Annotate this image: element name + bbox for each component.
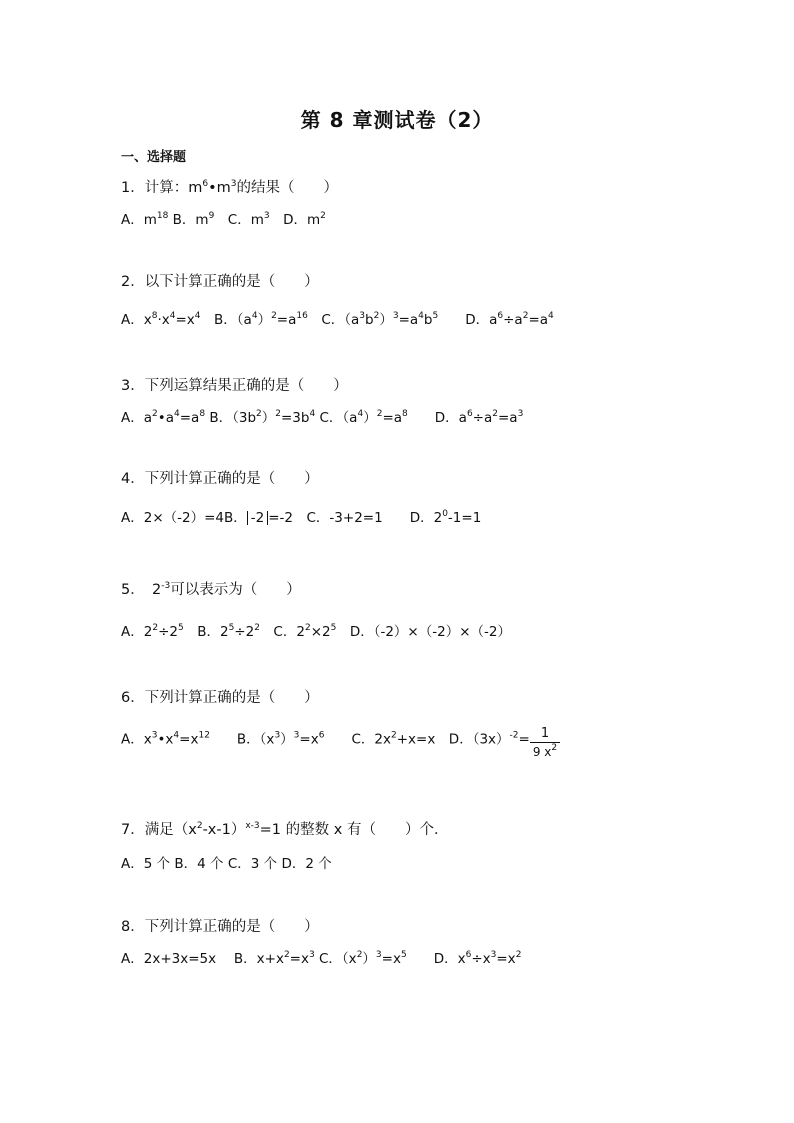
question-number: 3． bbox=[121, 378, 145, 394]
exponent: 5 bbox=[432, 311, 439, 321]
exponent: 3 bbox=[151, 730, 158, 741]
text-run: ） bbox=[280, 731, 294, 748]
exponent: 6 bbox=[497, 311, 504, 321]
question-number: 8． bbox=[121, 919, 145, 935]
text-run: =x bbox=[179, 731, 199, 748]
exponent: 2 bbox=[551, 743, 558, 753]
question-3-stem bbox=[121, 374, 348, 395]
text-run: D．m bbox=[269, 212, 321, 228]
exponent: 8 bbox=[199, 409, 206, 419]
text-run: =a bbox=[398, 312, 419, 328]
text-run: ÷2 bbox=[234, 624, 255, 640]
text-run: A．x bbox=[121, 731, 152, 748]
text-run: B．2 bbox=[183, 624, 229, 640]
question-3-options bbox=[121, 406, 523, 426]
text-run: -1=1 bbox=[447, 510, 482, 526]
text-run: =x bbox=[496, 951, 516, 967]
text-run: =-2 C．-3+2=1 D．2 bbox=[268, 510, 443, 526]
text-run: ） bbox=[362, 951, 376, 967]
question-number: 5． bbox=[121, 582, 138, 598]
text-run: ×2 bbox=[310, 624, 331, 640]
text-run: D．a bbox=[407, 410, 467, 426]
text-run: •m bbox=[208, 180, 231, 196]
text-run: B．（a bbox=[200, 312, 252, 328]
question-1-stem bbox=[121, 176, 338, 197]
exponent: 5 bbox=[177, 623, 184, 633]
exponent: 3 bbox=[263, 211, 270, 221]
exponent: 4 bbox=[174, 409, 180, 419]
exponent: 2 bbox=[492, 409, 498, 419]
text-run: A．x bbox=[121, 312, 152, 328]
question-5-options bbox=[121, 620, 511, 640]
exponent: -3 bbox=[161, 581, 171, 591]
exponent: 2 bbox=[515, 950, 522, 960]
question-number: 1． bbox=[121, 180, 145, 196]
exponent: 18 bbox=[156, 211, 169, 221]
exponent: 2 bbox=[254, 623, 260, 633]
text-run: =x bbox=[299, 731, 319, 748]
text-run: 计算：m bbox=[144, 180, 203, 196]
exponent: 6 bbox=[466, 409, 473, 419]
text-run: =a bbox=[179, 410, 200, 426]
exponent: 8 bbox=[151, 311, 158, 321]
text-run: 可以表示为（ ） bbox=[170, 582, 301, 598]
exponent: 8 bbox=[402, 409, 408, 419]
exponent: -2 bbox=[509, 730, 519, 741]
exponent: 12 bbox=[198, 730, 210, 741]
exponent: 4 bbox=[548, 311, 554, 321]
exponent: 5 bbox=[330, 623, 337, 633]
exponent: 6 bbox=[202, 179, 209, 189]
exponent: 2 bbox=[196, 821, 203, 831]
text-run: A．2 bbox=[121, 624, 153, 640]
text-run: ÷x bbox=[471, 951, 491, 967]
exponent: 4 bbox=[357, 409, 364, 419]
exponent: 3 bbox=[293, 730, 300, 741]
exponent: 2 bbox=[152, 409, 158, 419]
text-run: +x=x D．（3x） bbox=[396, 731, 510, 748]
question-2-stem bbox=[121, 270, 319, 291]
question-8-stem bbox=[121, 915, 319, 936]
text-run: 9 x bbox=[532, 745, 552, 759]
exponent: 16 bbox=[296, 311, 308, 321]
exponent: 2 bbox=[283, 950, 290, 960]
text-run: A．2×（-2）=4B． bbox=[121, 510, 247, 526]
text-run: b bbox=[365, 312, 374, 328]
exponent: 2 bbox=[275, 409, 281, 419]
text-run: =x bbox=[175, 312, 195, 328]
text-run: 的结果（ ） bbox=[236, 180, 339, 196]
exponent: 0 bbox=[442, 509, 448, 519]
exponent: 3 bbox=[517, 409, 524, 419]
text-run: •a bbox=[157, 410, 174, 426]
exponent: 2 bbox=[152, 623, 159, 633]
page-title: 第 8 章测试卷（2） bbox=[300, 108, 494, 132]
exponent: 3 bbox=[392, 311, 399, 321]
question-1-options bbox=[121, 208, 326, 228]
text-run: C．（a bbox=[315, 410, 358, 426]
text-run: •x bbox=[157, 731, 174, 748]
exponent: 2 bbox=[522, 311, 529, 321]
text-run: D．a bbox=[438, 312, 498, 328]
exponent: 3 bbox=[230, 179, 237, 189]
text-run: 2 bbox=[137, 582, 162, 598]
exponent: 5 bbox=[400, 950, 407, 960]
question-number: 7． bbox=[121, 822, 145, 838]
text-run: A．m bbox=[121, 212, 157, 228]
exponent: 4 bbox=[309, 409, 316, 419]
text-run: 下列计算正确的是（ ） bbox=[144, 471, 319, 487]
question-6-options bbox=[121, 722, 560, 757]
exponent: 4 bbox=[173, 730, 180, 741]
text-run: B．（3b bbox=[205, 410, 257, 426]
text-run: -x-1） bbox=[202, 822, 246, 838]
text-run: C．2 bbox=[259, 624, 305, 640]
question-7-options bbox=[121, 852, 332, 872]
section-heading: 一、选择题 bbox=[121, 150, 187, 165]
question-4-options bbox=[121, 506, 481, 526]
text-run bbox=[530, 742, 560, 761]
exponent: 3 bbox=[490, 950, 497, 960]
text-run: =x bbox=[289, 951, 309, 967]
text-run: =1 的整数 x 有（ ）个． bbox=[259, 822, 449, 838]
text-run: b bbox=[423, 312, 433, 328]
text-run: =a bbox=[276, 312, 297, 328]
exponent: x-3 bbox=[245, 821, 260, 831]
text-run: =a bbox=[382, 410, 403, 426]
text-run: ） bbox=[261, 410, 276, 426]
exponent: 3 bbox=[274, 730, 281, 741]
text-run: 满足（x bbox=[144, 822, 197, 838]
text-run: C．m bbox=[214, 212, 264, 228]
text-run: ÷2 bbox=[158, 624, 178, 640]
question-number: 6． bbox=[121, 690, 145, 706]
text-run: C．（a bbox=[307, 312, 360, 328]
text-run: =a bbox=[528, 312, 549, 328]
text-run: A．a bbox=[121, 410, 153, 426]
exponent: 2 bbox=[320, 211, 326, 221]
exponent: 2 bbox=[271, 311, 277, 321]
text-run: 以下计算正确的是（ ） bbox=[144, 274, 319, 290]
text-run: =a bbox=[498, 410, 518, 426]
exponent: 4 bbox=[418, 311, 424, 321]
exponent: 3 bbox=[375, 950, 382, 960]
exponent: 2 bbox=[376, 409, 383, 419]
question-number: 4． bbox=[121, 471, 145, 487]
exponent: 6 bbox=[318, 730, 325, 741]
text-run: 下列运算结果正确的是（ ） bbox=[144, 378, 348, 394]
exponent: 6 bbox=[465, 950, 472, 960]
exponent: 3 bbox=[359, 311, 366, 321]
absolute-value: -2 bbox=[247, 511, 268, 525]
text-run: C．（x bbox=[314, 951, 357, 967]
question-5-stem bbox=[121, 578, 301, 599]
text-run: =3b bbox=[281, 410, 310, 426]
text-run: ÷a bbox=[503, 312, 523, 328]
question-4-stem bbox=[121, 467, 319, 488]
text-run: C．2x bbox=[324, 731, 391, 748]
question-7-stem bbox=[121, 818, 448, 839]
exponent: 2 bbox=[373, 311, 380, 321]
text-run: A．2x+3x=5x B．x+x bbox=[121, 951, 284, 967]
text-run: =x bbox=[381, 951, 401, 967]
question-2-options bbox=[121, 308, 554, 328]
text-run: A．5 个 B．4 个 C．3 个 D．2 个 bbox=[121, 856, 332, 872]
exponent: 3 bbox=[308, 950, 315, 960]
exponent: 4 bbox=[251, 311, 258, 321]
text-run: = bbox=[518, 731, 530, 748]
text-run: ） bbox=[379, 312, 393, 328]
exponent: 2 bbox=[390, 730, 397, 741]
text-run: B．m bbox=[168, 212, 209, 228]
exponent: 2 bbox=[256, 409, 262, 419]
exponent: 2 bbox=[356, 950, 363, 960]
text-run: B．（x bbox=[209, 731, 275, 748]
text-run: D．（-2）×（-2）×（-2） bbox=[336, 624, 511, 640]
question-8-options bbox=[121, 947, 521, 967]
text-run: 1 bbox=[540, 726, 550, 741]
fraction bbox=[530, 726, 560, 761]
exponent: 4 bbox=[169, 311, 176, 321]
exponent: 4 bbox=[194, 311, 201, 321]
question-6-stem bbox=[121, 686, 319, 707]
text-run: ·x bbox=[157, 312, 170, 328]
text-run: ） bbox=[257, 312, 272, 328]
exponent: 2 bbox=[304, 623, 311, 633]
exponent: 5 bbox=[228, 623, 235, 633]
question-number: 2． bbox=[121, 274, 145, 290]
text-run: ） bbox=[363, 410, 377, 426]
text-run: 下列计算正确的是（ ） bbox=[144, 690, 319, 706]
text-run: D．x bbox=[406, 951, 466, 967]
exponent: 9 bbox=[208, 211, 215, 221]
text-run: ÷a bbox=[472, 410, 493, 426]
text-run: 下列计算正确的是（ ） bbox=[144, 919, 319, 935]
